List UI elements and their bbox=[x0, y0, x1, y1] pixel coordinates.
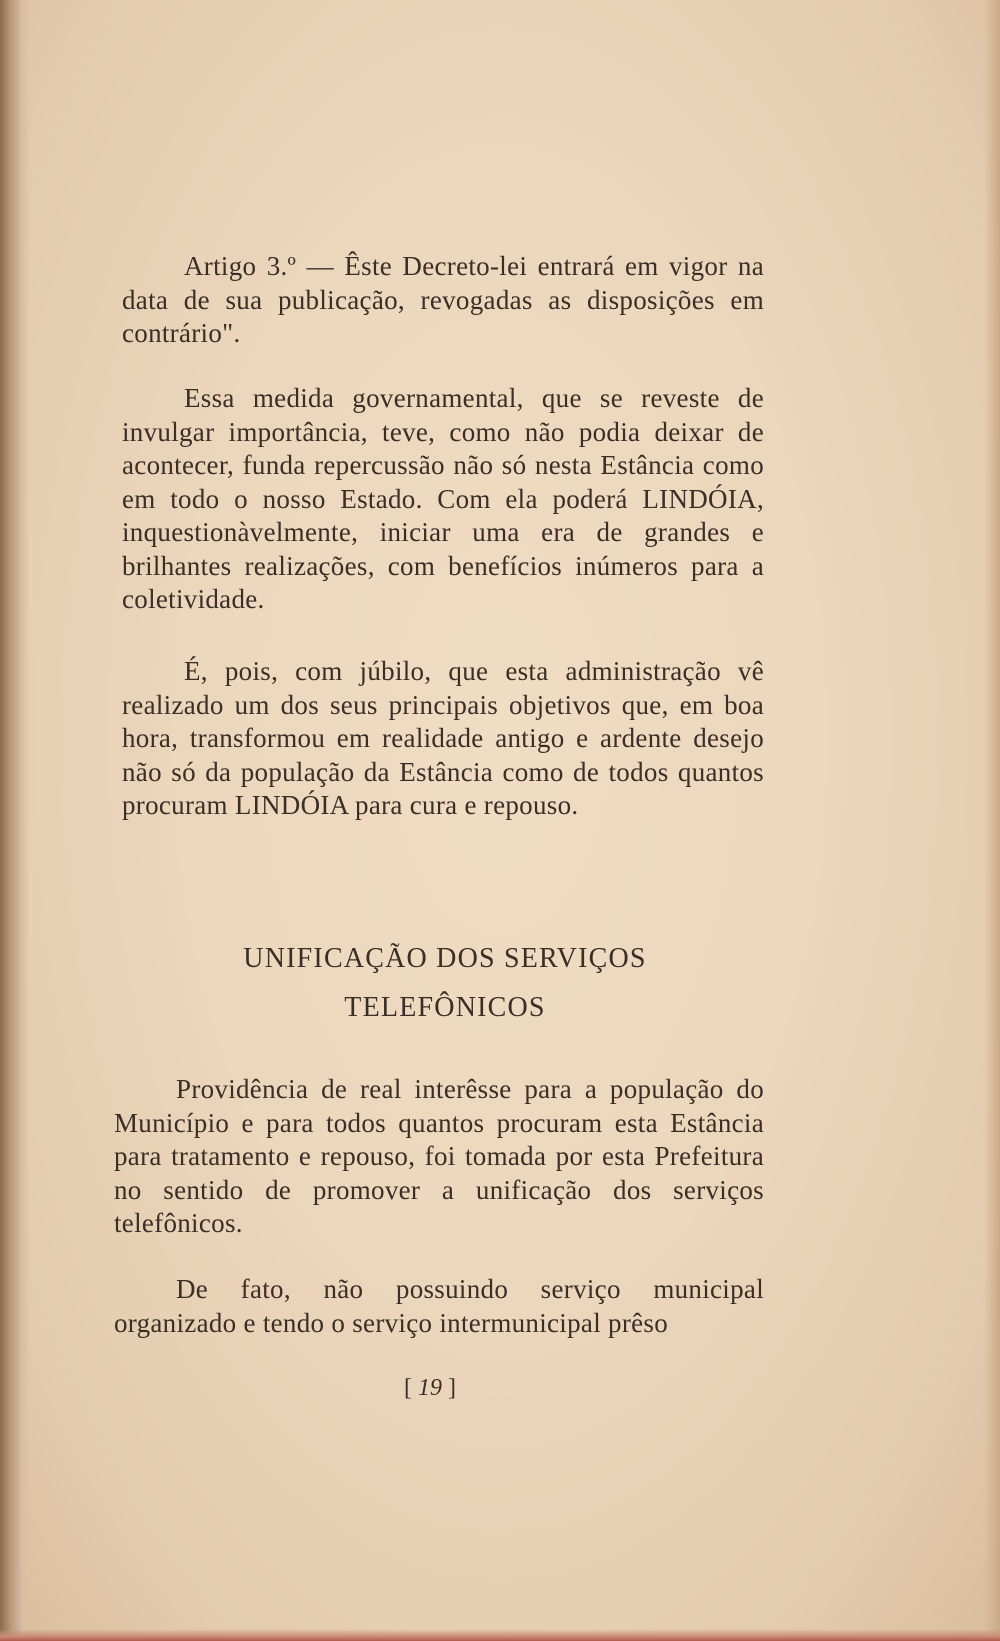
page-number-close-bracket: ] bbox=[448, 1375, 456, 1401]
section-heading-line-1: UNIFICAÇÃO DOS SERVIÇOS bbox=[243, 943, 647, 974]
page-number bbox=[380, 1375, 480, 1402]
book-spine-shadow bbox=[0, 0, 30, 1641]
paragraph-providencia: Providência de real interêsse para a população do Município e para todos quantos procuram esta Estância para tratamento e repouso, foi tomada por esta Prefeitura no sentido de promover a unificação dos serviços telefônicos. bbox=[114, 1074, 764, 1238]
paragraph-medida-governamental: Essa medida governamental, que se reveste de invulgar importância, teve, como não podia deixar de acontecer, funda repercussão não só nesta Estância como em todo o nosso Estado. Com ela poderá LINDÓIA, inquestionàvelmente, iniciar uma era de grandes e brilhantes realizações, com benefícios inúmeros para a coletividade. bbox=[122, 383, 764, 614]
page-number-open-bracket: [ bbox=[404, 1375, 412, 1401]
paragraph-artigo-3: Artigo 3.º — Êste Decreto-lei entrará em vigor na data de sua publicação, revogadas as disposições em contrário". bbox=[122, 251, 764, 348]
section-heading bbox=[150, 934, 740, 1032]
section-heading-line-2: TELEFÔNICOS bbox=[344, 992, 546, 1023]
page-number-value: 19 bbox=[418, 1375, 442, 1401]
paragraph-de-fato: De fato, não possuindo serviço municipal organizado e tendo o serviço intermunicipal prêso bbox=[114, 1274, 764, 1338]
page-bottom-edge bbox=[0, 1629, 1000, 1641]
page-edge-shadow bbox=[984, 0, 1000, 1641]
paragraph-jubilo: É, pois, com júbilo, que esta administração vê realizado um dos seus principais objetivos que, em boa hora, transformou em realidade antigo e ardente desejo não só da população da Estância como de todos quantos procuram LINDÓIA para cura e repouso. bbox=[122, 656, 764, 820]
